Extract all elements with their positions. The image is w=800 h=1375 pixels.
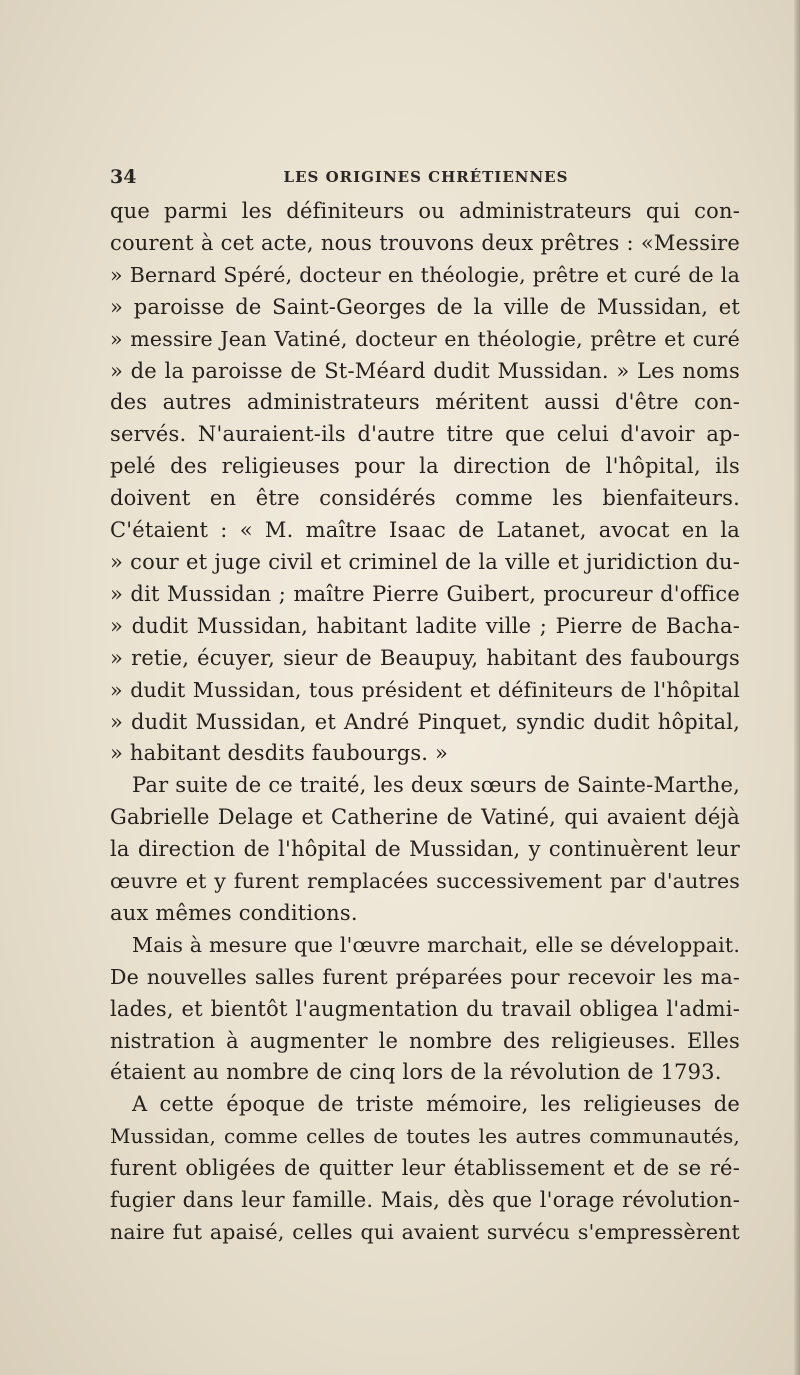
text-line: » dit Mussidan ; maître Pierre Guibert, procureur d'office	[110, 581, 740, 606]
page-header	[110, 166, 742, 190]
text-line: » Bernard Spéré, docteur en théologie, prêtre et curé de la	[110, 262, 740, 287]
text-line: » dudit Mussidan, tous président et définiteurs de l'hôpital	[110, 677, 740, 702]
text-line: naire fut apaisé, celles qui avaient survécu s'empressèrent	[110, 1220, 740, 1244]
page-number: 34	[110, 166, 137, 188]
text-line: » cour et juge civil et criminel de la ville et juridiction du-	[110, 549, 740, 574]
text-line: que parmi les définiteurs ou administrateurs qui con-	[110, 199, 740, 223]
text-line: fugier dans leur famille. Mais, dès que l'orage révolution-	[110, 1188, 740, 1213]
text-line: servés. N'auraient-ils d'autre titre que celui d'avoir ap-	[110, 422, 740, 447]
body-text	[110, 196, 740, 1249]
text-line: » paroisse de Saint-Georges de la ville de Mussidan, et	[110, 294, 740, 319]
text-line: Gabrielle Delage et Catherine de Vatiné, qui avaient déjà	[110, 805, 740, 830]
text-line: De nouvelles salles furent préparées pour recevoir les ma-	[110, 964, 740, 989]
text-line: la direction de l'hôpital de Mussidan, y continuèrent leur	[110, 837, 740, 862]
text-line: aux mêmes conditions.	[110, 900, 358, 925]
text-line: pelé des religieuses pour la direction de l'hôpital, ils	[110, 454, 740, 479]
text-line: » messire Jean Vatiné, docteur en théologie, prêtre et curé	[110, 326, 740, 351]
text-line: Par suite de ce traité, les deux sœurs de Sainte-Marthe,	[132, 773, 740, 798]
text-line: » dudit Mussidan, habitant ladite ville ; Pierre de Bacha-	[110, 613, 740, 638]
text-line: des autres administrateurs méritent aussi d'être con-	[110, 390, 740, 415]
page-edge-shadow	[794, 0, 800, 1375]
text-line: » de la paroisse de St-Méard dudit Mussidan. » Les noms	[110, 358, 740, 383]
running-head: LES ORIGINES CHRÉTIENNES	[283, 168, 569, 186]
text-line: étaient au nombre de cinq lors de la révolution de 1793.	[110, 1060, 722, 1085]
text-line: » retie, écuyer, sieur de Beaupuy, habitant des faubourgs	[110, 645, 740, 670]
text-line: » habitant desdits faubourgs. »	[110, 741, 449, 766]
text-line: œuvre et y furent remplacées successivement par d'autres	[110, 869, 740, 894]
text-line: A cette époque de triste mémoire, les religieuses de	[132, 1092, 740, 1117]
text-line: furent obligées de quitter leur établissement et de se ré-	[110, 1156, 740, 1181]
text-line: Mussidan, comme celles de toutes les autres communautés,	[110, 1124, 740, 1149]
text-line: » dudit Mussidan, et André Pinquet, syndic dudit hôpital,	[110, 709, 740, 734]
text-line: nistration à augmenter le nombre des religieuses. Elles	[110, 1028, 740, 1053]
text-line: lades, et bientôt l'augmentation du travail obligea l'admi-	[110, 996, 740, 1021]
text-line: Mais à mesure que l'œuvre marchait, elle se développait.	[132, 932, 741, 957]
text-line: C'étaient : « M. maître Isaac de Latanet, avocat en la	[110, 518, 740, 543]
text-line: courent à cet acte, nous trouvons deux prêtres : «Messire	[110, 230, 740, 255]
text-line: doivent en être considérés comme les bienfaiteurs.	[110, 486, 740, 511]
